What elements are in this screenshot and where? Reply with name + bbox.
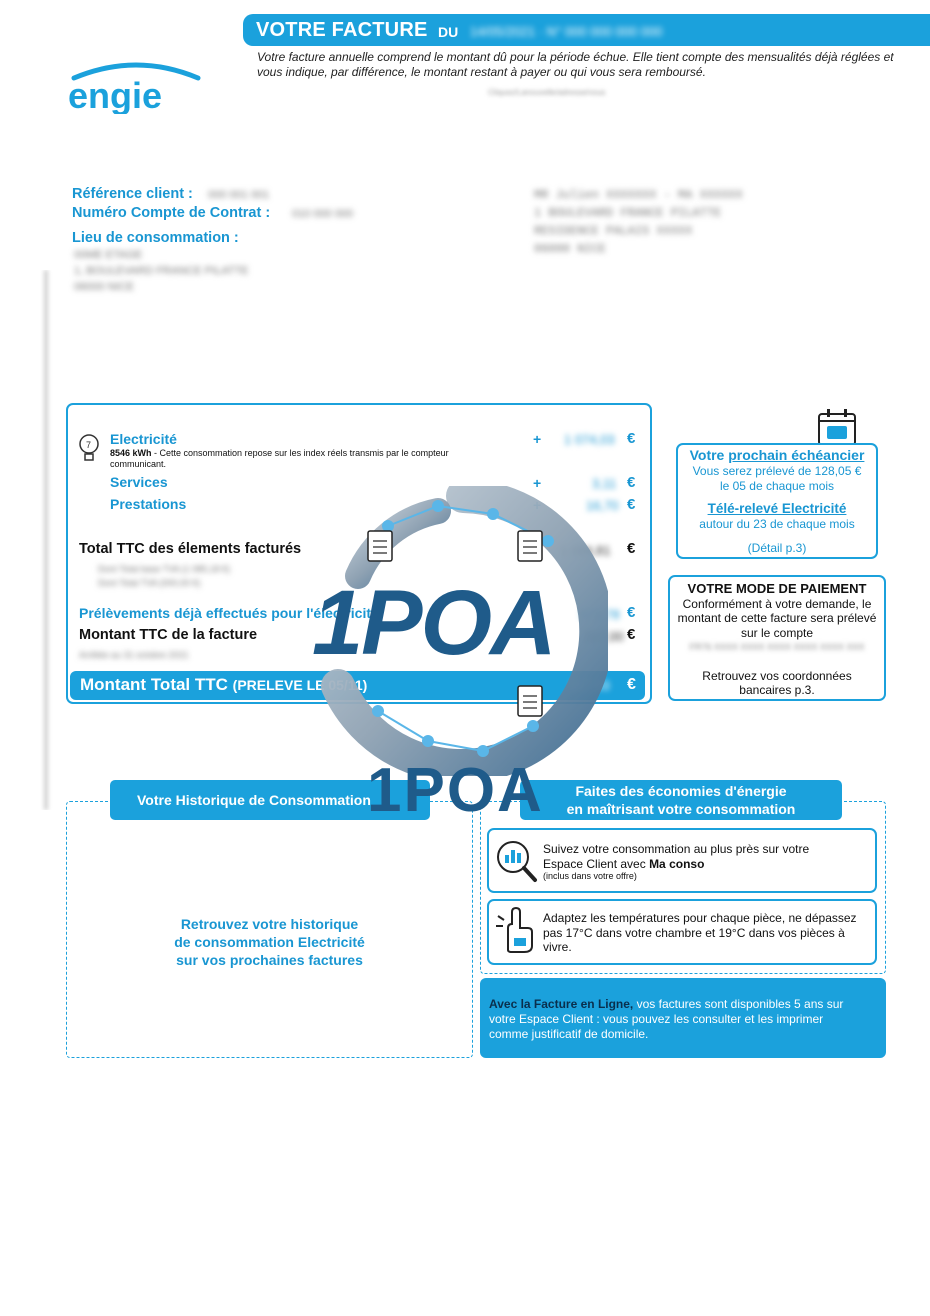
contract-value: 010 000 000 xyxy=(292,208,354,220)
payment-line-1: Conformément à votre demande, le xyxy=(682,597,872,611)
payment-title: VOTRE MODE DE PAIEMENT xyxy=(687,581,867,596)
services-plus: + xyxy=(533,475,542,491)
hand-thermometer-icon xyxy=(494,906,536,961)
address-line-3: RESIDENCE PALAIS XXXXX xyxy=(534,224,693,238)
services-amount: 3,11 xyxy=(592,476,617,491)
prelevements-label: Prélèvements déjà effectués pour l'électricité xyxy=(79,605,379,621)
total-amount-value: 217,03 xyxy=(570,678,610,693)
client-ref-label: Référence client : xyxy=(72,186,193,202)
lightbulb-icon xyxy=(77,432,101,469)
total-elements-euro: € xyxy=(627,540,636,557)
schedule-detail: (Détail p.3) xyxy=(747,541,807,555)
magnifier-chart-icon xyxy=(493,838,539,889)
schedule-title: Votre prochain échéancier xyxy=(689,447,865,463)
tip2-line-3: vivre. xyxy=(543,940,572,954)
tip1-line-1: Suivez votre consommation au plus près sur votre xyxy=(543,842,810,856)
address-line-4: 06000 NICE xyxy=(534,242,607,256)
prestations-label: Prestations xyxy=(110,496,187,512)
schedule-line-2: le 05 de chaque mois xyxy=(719,479,835,493)
engie-logo xyxy=(66,58,206,114)
history-message: Retrouvez votre historique de consommation Electricité sur vos prochaines factures xyxy=(174,916,365,968)
header-faint-line: Cliquez/Lanouvelle/adresse/vous xyxy=(488,88,606,97)
side-vertical-blur xyxy=(40,270,54,810)
elec-amount: 1 074,03 xyxy=(564,432,615,447)
lieu-line-3: 06000 NICE xyxy=(74,281,134,293)
total-elements-label: Total TTC des élements facturés xyxy=(79,541,302,557)
prestations-plus: + xyxy=(533,497,542,513)
invoice-title: VOTRE FACTURE xyxy=(256,19,428,41)
watermark-big-text: 1POA xyxy=(312,572,555,674)
schedule-link[interactable]: prochain échéancier xyxy=(728,447,865,463)
invoice-title-du: DU xyxy=(438,24,459,40)
prestations-amount: 16,70 xyxy=(586,498,619,513)
prelevements-amount: 871,78 xyxy=(580,607,620,622)
prestations-euro: € xyxy=(627,496,636,513)
electricite-label: Electricité xyxy=(110,431,177,447)
total-amount-euro: € xyxy=(627,676,636,693)
client-ref-value: 000 001 001 xyxy=(208,189,270,201)
payment-line-2: montant de cette facture sera prélevé xyxy=(677,611,877,625)
montant-note: Arrêtée au 31 octobre 2021 xyxy=(79,650,189,660)
montant-label: Montant TTC de la facture xyxy=(79,627,258,643)
svg-text:engie: engie xyxy=(68,75,163,114)
watermark-text: 1POA xyxy=(367,756,544,825)
total-elements-amount: 1 094,81 xyxy=(560,543,611,558)
tip1-line-2: Espace Client avec Ma conso xyxy=(543,857,705,871)
prelevements-euro: € xyxy=(627,604,636,621)
payment-line-3: sur le compte xyxy=(740,626,814,640)
tva-line-2: Dont Total TVA (000,00 €) xyxy=(98,578,201,588)
payment-coords-1: Retrouvez vos coordonnées xyxy=(702,669,852,683)
telereleve-link[interactable]: Télé-relevé Electricité xyxy=(707,501,847,516)
tip2-line-2: pas 17°C dans votre chambre et 19°C dans vos pièces à xyxy=(543,926,845,940)
savings-pill: Faites des économies d'énergie en maîtrisant votre consommation xyxy=(520,780,842,820)
address-line-2: 1 BOULEVARD FRANCE PILATTE xyxy=(534,206,722,220)
kwh-note: 8546 kWh - Cette consommation repose sur les index réels transmis par le compteur communicant. xyxy=(110,448,449,469)
lieu-label: Lieu de consommation : xyxy=(72,230,239,246)
services-label: Services xyxy=(110,474,168,490)
history-pill: Votre Historique de Consommation xyxy=(110,780,430,820)
invoice-reference-blurred: 14/05/2021 · N° 000 000 000 000 xyxy=(470,24,663,39)
elec-euro: € xyxy=(627,430,636,447)
lieu-line-1: 00ME ETAGE xyxy=(74,249,143,261)
invoice-intro: Votre facture annuelle comprend le montant dû pour la période échue. Elle tient compte des mensualités déjà réglées et vous indique, par différence, le montant restant à payer ou qui vous sera remboursé. xyxy=(257,50,894,79)
services-euro: € xyxy=(627,474,636,491)
online-invoice-text: Avec la Facture en Ligne, vos factures sont disponibles 5 ans sur votre Espace Client : vous pouvez les consulter et les imprimer comme justificatif de domicile. xyxy=(489,997,844,1041)
tip1-note: (inclus dans votre offre) xyxy=(543,871,637,881)
telereleve-line: autour du 23 de chaque mois xyxy=(699,517,855,531)
tip2-line-1: Adaptez les températures pour chaque pièce, ne dépassez xyxy=(543,911,857,925)
elec-plus: + xyxy=(533,431,542,447)
payment-coords-2: bancaires p.3. xyxy=(739,683,815,697)
tva-line-1: Dont Total base TVA (1 085,18 €) xyxy=(98,564,231,574)
svg-text:7: 7 xyxy=(86,440,92,450)
lieu-line-2: 1, BOULEVARD FRANCE PILATTE xyxy=(74,265,249,277)
contract-label: Numéro Compte de Contrat : xyxy=(72,205,271,221)
address-line-1: MR Julien XXXXXXX - MA XXXXXX xyxy=(534,188,743,202)
total-amount-label: Montant Total TTC (PRELEVE LE 05/11) xyxy=(80,675,368,694)
schedule-line-1: Vous serez prélevé de 128,05 € xyxy=(692,464,862,478)
payment-account: FR76 XXXX XXXX XXXX XXXX XXXX XXX xyxy=(689,642,865,652)
montant-amount: 217,00 xyxy=(584,629,624,644)
montant-euro: € xyxy=(627,626,636,643)
